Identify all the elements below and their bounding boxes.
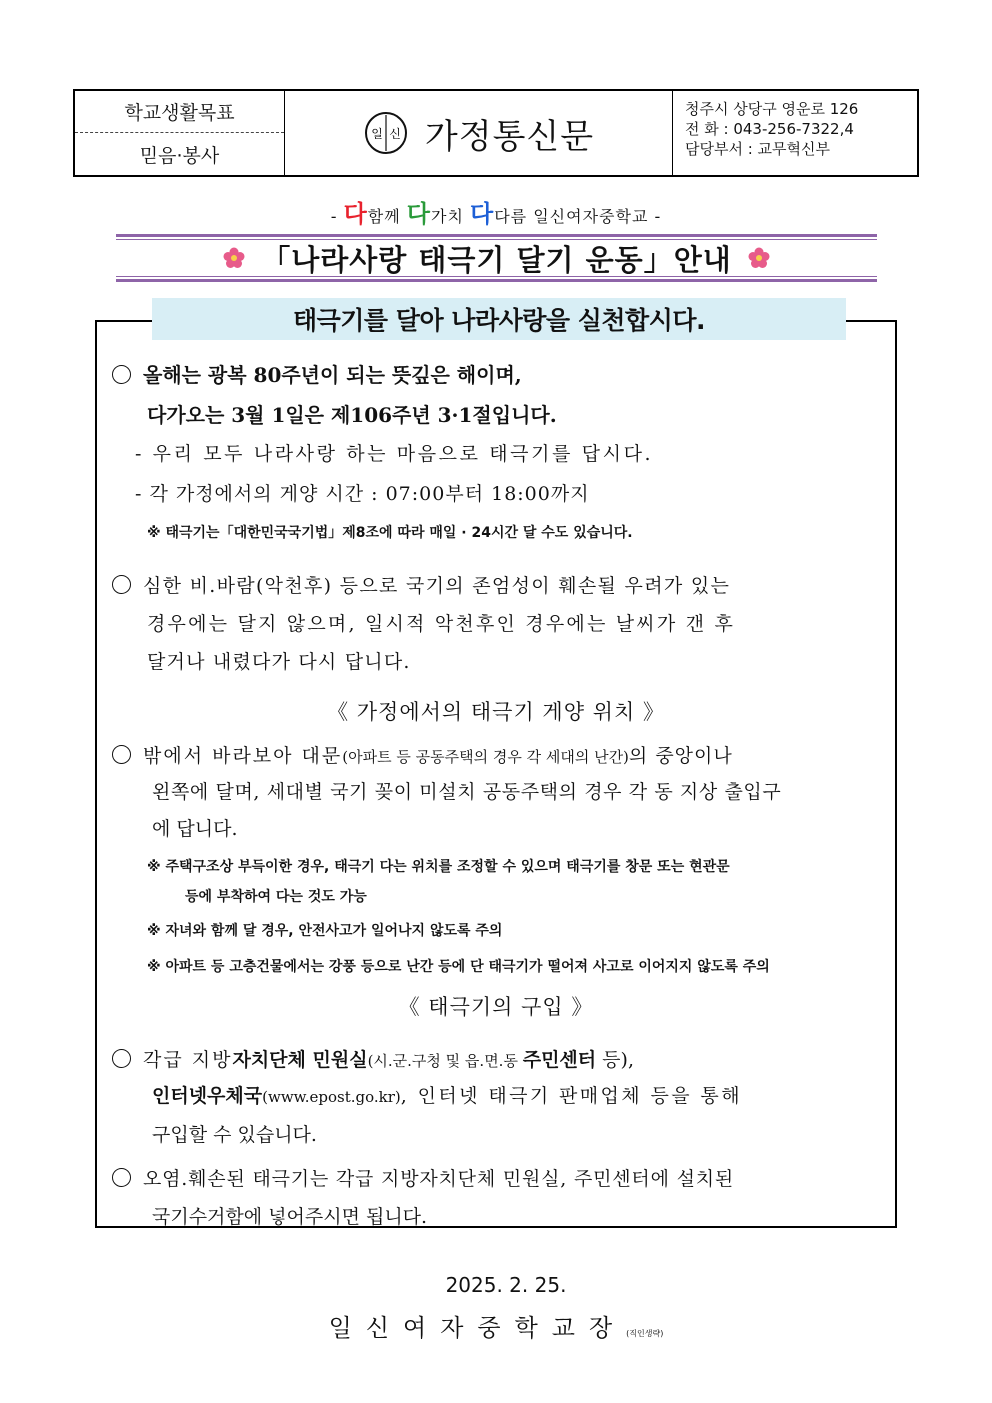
motto-da-3: 다 xyxy=(470,200,495,228)
motto-word-3: 다름 xyxy=(494,207,528,226)
section2-line2: 경우에는 달지 않으며, 일시적 악천후인 경우에는 날씨가 갠 후 xyxy=(147,613,736,635)
bullet-circle-icon xyxy=(112,745,131,764)
principal-name: 일신여자중학교장 xyxy=(328,1314,627,1342)
title-cell xyxy=(285,91,673,175)
motto-da-2: 다 xyxy=(406,200,431,228)
section2-line3: 달거나 내렸다가 다시 답니다. xyxy=(147,651,411,673)
bullet-circle-icon xyxy=(112,1049,131,1068)
goal-value: 믿음·봉사 xyxy=(139,144,220,167)
flower-icon xyxy=(748,247,770,269)
motto-dash: - xyxy=(330,207,338,226)
motto-word-2: 가치 xyxy=(430,207,464,226)
school-motto xyxy=(0,194,992,229)
section3-line1 xyxy=(112,741,733,768)
section4-text1a: 각급 지방 xyxy=(143,1049,233,1071)
contact-cell xyxy=(673,91,917,175)
bullet-circle-icon xyxy=(112,365,131,384)
bullet-circle-icon xyxy=(112,575,131,594)
section5-line2: 국기수거함에 넣어주시면 됩니다. xyxy=(152,1206,428,1228)
motto-word-1: 함께 xyxy=(367,207,401,226)
section3-line2: 왼쪽에 달며, 세대별 국기 꽂이 미설치 공동주택의 경우 각 동 지상 출입구 xyxy=(152,781,782,803)
section4-text1e: 등), xyxy=(596,1049,634,1071)
section1-sub1: - 우리 모두 나라사랑 하는 마음으로 태극기를 답시다. xyxy=(135,443,654,465)
section2-line1 xyxy=(112,571,730,598)
issue-date: 2025. 2. 25. xyxy=(445,1273,567,1297)
bullet-circle-icon xyxy=(112,1168,131,1187)
motto-school: 일신여자중학교 xyxy=(533,207,649,226)
main-title-banner xyxy=(116,234,877,282)
section1-line2: 다가오는 3월 1일은 제106주년 3·1절입니다. xyxy=(147,403,557,427)
motto-dash: - xyxy=(654,207,662,226)
section1-line1 xyxy=(112,359,522,388)
section2-text1: 심한 비.바람(악천후) 등으로 국기의 존엄성이 훼손될 우려가 있는 xyxy=(143,575,731,597)
section4-line1 xyxy=(112,1045,634,1072)
document-title: 가정통신문 xyxy=(424,116,595,157)
section1-note: ※ 태극기는「대한민국국기법」제8조에 따라 매일 · 24시간 달 수도 있습니다. xyxy=(147,525,633,541)
section5-line1 xyxy=(112,1164,734,1191)
school-seal-icon xyxy=(363,110,409,156)
section1-sub2: - 각 가정에서의 게양 시간 : 07:00부터 18:00까지 xyxy=(135,483,590,505)
section3-text1a: 밖에서 바라보아 대문 xyxy=(143,745,343,767)
seal-char-2: 신 xyxy=(389,127,401,141)
department: 담당부서 : 교무혁신부 xyxy=(685,140,831,158)
section4-line3: 구입할 수 있습니다. xyxy=(152,1124,317,1146)
heading-location: 《 가정에서의 태극기 게양 위치 》 xyxy=(327,700,665,724)
section4-text2a: 인터넷우체국 xyxy=(152,1085,263,1107)
section3-text1b: (아파트 등 공동주택의 경우 각 세대의 난간) xyxy=(342,748,629,766)
motto-da-1: 다 xyxy=(343,200,368,228)
banner-rule xyxy=(116,276,877,277)
section5-text1: 오염.훼손된 태극기는 각급 지방자치단체 민원실, 주민센터에 설치된 xyxy=(143,1168,735,1190)
principal-signature xyxy=(0,1308,992,1343)
goal-label: 학교생활목표 xyxy=(75,91,284,133)
flower-icon xyxy=(223,247,245,269)
seal-omitted-note: (직인생략) xyxy=(626,1329,664,1338)
section3-text1c: 의 중앙이나 xyxy=(628,745,733,767)
section3-note1b: 등에 부착하여 다는 것도 가능 xyxy=(185,889,367,905)
section4-text1b: 자치단체 민원실 xyxy=(232,1049,368,1071)
seal-char-1: 일 xyxy=(371,127,383,141)
subtitle: 태극기를 달아 나라사랑을 실천합시다. xyxy=(152,298,846,340)
section4-line2 xyxy=(152,1081,742,1108)
address: 청주시 상당구 영운로 126 xyxy=(685,100,859,118)
section1-text1: 올해는 광복 80주년이 되는 뜻깊은 해이며, xyxy=(143,363,522,387)
section4-text1c: (시.군.구청 및 읍.면.동 xyxy=(367,1052,523,1070)
banner-rule xyxy=(116,279,877,282)
heading-purchase: 《 태극기의 구입 》 xyxy=(398,995,594,1019)
school-goal-cell xyxy=(75,91,285,175)
section4-text2b: (www.epost.go.kr) xyxy=(262,1088,401,1106)
section3-note2: ※ 자녀와 함께 달 경우, 안전사고가 일어나지 않도록 주의 xyxy=(147,923,503,939)
section4-text2c: , 인터넷 태극기 판매업체 등을 통해 xyxy=(400,1085,742,1107)
phone: 전 화 : 043-256-7322,4 xyxy=(685,120,854,138)
section3-line3: 에 답니다. xyxy=(152,818,238,840)
header-table xyxy=(73,89,919,177)
main-title-row xyxy=(116,240,877,276)
main-title: 「나라사랑 태극기 달기 운동」안내 xyxy=(261,242,732,277)
section3-note1a: ※ 주택구조상 부득이한 경우, 태극기 다는 위치를 조정할 수 있으며 태극기를 창문 또는 현관문 xyxy=(147,859,730,875)
section4-text1d: 주민센터 xyxy=(522,1049,597,1071)
section3-note3: ※ 아파트 등 고층건물에서는 강풍 등으로 난간 등에 단 태극기가 떨어져 사고로 이어지지 않도록 주의 xyxy=(147,959,770,975)
